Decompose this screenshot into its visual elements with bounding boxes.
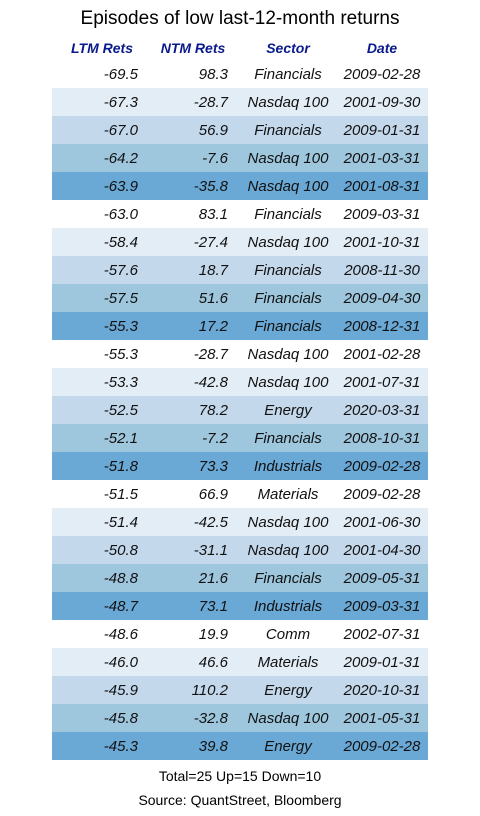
- cell-date: 2001-05-31: [343, 709, 421, 727]
- cell-ntm-rets: -35.8: [193, 177, 228, 195]
- cell-ltm-rets: -67.0: [103, 121, 138, 139]
- cell-date: 2009-05-31: [343, 569, 421, 587]
- cell-ntm-rets: 21.6: [198, 569, 228, 587]
- cell-date: 2009-04-30: [343, 289, 421, 307]
- cell-sector: Financials: [254, 261, 322, 279]
- header-date: Date: [366, 40, 398, 56]
- cell-ntm-rets: 18.7: [198, 261, 228, 279]
- cell-sector: Nasdaq 100: [247, 93, 329, 111]
- cell-ltm-rets: -48.8: [103, 569, 138, 587]
- table-row: [52, 508, 428, 536]
- table-row: [52, 116, 428, 144]
- cell-date: 2009-01-31: [343, 653, 421, 671]
- cell-ntm-rets: -42.5: [193, 513, 228, 531]
- cell-ntm-rets: -7.2: [202, 429, 228, 447]
- cell-sector: Nasdaq 100: [247, 149, 329, 167]
- cell-date: 2008-12-31: [343, 317, 421, 335]
- cell-ntm-rets: -42.8: [193, 373, 228, 391]
- cell-ltm-rets: -51.8: [103, 457, 138, 475]
- cell-ntm-rets: 51.6: [198, 289, 228, 307]
- cell-ntm-rets: 56.9: [198, 121, 228, 139]
- cell-sector: Nasdaq 100: [247, 709, 329, 727]
- cell-ntm-rets: -32.8: [193, 709, 228, 727]
- cell-ltm-rets: -45.9: [103, 681, 138, 699]
- cell-ntm-rets: 39.8: [198, 737, 228, 755]
- summary-line: Total=25 Up=15 Down=10: [158, 768, 322, 784]
- cell-ltm-rets: -45.8: [103, 709, 138, 727]
- table-row: [52, 228, 428, 256]
- cell-ntm-rets: 110.2: [191, 681, 228, 699]
- cell-ltm-rets: -63.0: [103, 205, 138, 223]
- table-row: [52, 172, 428, 200]
- cell-sector: Nasdaq 100: [247, 541, 329, 559]
- cell-sector: Nasdaq 100: [247, 177, 329, 195]
- cell-ltm-rets: -50.8: [103, 541, 138, 559]
- cell-ntm-rets: 19.9: [198, 625, 228, 643]
- table-row: [52, 592, 428, 620]
- cell-ltm-rets: -48.6: [103, 625, 138, 643]
- cell-ltm-rets: -57.5: [103, 289, 138, 307]
- cell-sector: Financials: [254, 289, 322, 307]
- cell-ltm-rets: -57.6: [103, 261, 138, 279]
- table-row: [52, 424, 428, 452]
- cell-date: 2009-03-31: [343, 205, 421, 223]
- cell-sector: Comm: [265, 625, 311, 643]
- cell-ntm-rets: 78.2: [198, 401, 228, 419]
- table-row: [52, 312, 428, 340]
- cell-date: 2001-08-31: [343, 177, 421, 195]
- cell-ntm-rets: 46.6: [198, 653, 228, 671]
- cell-ltm-rets: -52.1: [103, 429, 138, 447]
- cell-ntm-rets: 98.3: [198, 65, 228, 83]
- cell-ntm-rets: 73.3: [198, 457, 228, 475]
- cell-ltm-rets: -63.9: [103, 177, 138, 195]
- cell-ntm-rets: -28.7: [193, 345, 228, 363]
- cell-date: 2009-03-31: [343, 597, 421, 615]
- cell-date: 2001-04-30: [343, 541, 421, 559]
- cell-sector: Financials: [254, 317, 322, 335]
- cell-ltm-rets: -64.2: [103, 149, 138, 167]
- cell-date: 2001-07-31: [343, 373, 421, 391]
- cell-ltm-rets: -52.5: [103, 401, 138, 419]
- cell-ltm-rets: -55.3: [103, 317, 138, 335]
- returns-table: [52, 36, 428, 760]
- cell-sector: Nasdaq 100: [247, 233, 329, 251]
- cell-sector: Energy: [264, 401, 312, 419]
- table-header: [52, 36, 428, 60]
- cell-sector: Nasdaq 100: [247, 345, 329, 363]
- cell-date: 2008-11-30: [344, 261, 420, 279]
- cell-sector: Energy: [264, 681, 312, 699]
- table-row: [52, 256, 428, 284]
- cell-date: 2009-02-28: [343, 485, 421, 503]
- cell-sector: Financials: [254, 429, 322, 447]
- table-row: [52, 676, 428, 704]
- table-row: [52, 480, 428, 508]
- cell-date: 2001-06-30: [343, 513, 421, 531]
- table-row: [52, 704, 428, 732]
- cell-sector: Industrials: [253, 457, 323, 475]
- cell-sector: Financials: [254, 121, 322, 139]
- cell-date: 2009-02-28: [343, 65, 421, 83]
- cell-ntm-rets: -27.4: [193, 233, 228, 251]
- cell-date: 2020-03-31: [343, 401, 421, 419]
- cell-date: 2002-07-31: [343, 625, 421, 643]
- cell-date: 2009-01-31: [343, 121, 421, 139]
- cell-ltm-rets: -69.5: [103, 65, 138, 83]
- table-body: [52, 60, 428, 760]
- cell-sector: Industrials: [253, 597, 323, 615]
- cell-sector: Materials: [257, 485, 319, 503]
- table-row: [52, 88, 428, 116]
- cell-ltm-rets: -67.3: [103, 93, 138, 111]
- cell-ltm-rets: -45.3: [103, 737, 138, 755]
- header-ntm-rets: NTM Rets: [160, 40, 226, 56]
- table-row: [52, 368, 428, 396]
- cell-ntm-rets: -7.6: [202, 149, 228, 167]
- cell-ntm-rets: 17.2: [198, 317, 228, 335]
- table-row: [52, 200, 428, 228]
- table-row: [52, 648, 428, 676]
- cell-date: 2001-03-31: [343, 149, 421, 167]
- cell-date: 2020-10-31: [343, 681, 421, 699]
- cell-sector: Nasdaq 100: [247, 513, 329, 531]
- header-sector: Sector: [266, 40, 310, 56]
- cell-sector: Energy: [264, 737, 312, 755]
- table-row: [52, 144, 428, 172]
- table-row: [52, 396, 428, 424]
- cell-ltm-rets: -51.5: [103, 485, 138, 503]
- cell-ntm-rets: 73.1: [198, 597, 228, 615]
- cell-ntm-rets: -28.7: [193, 93, 228, 111]
- table-title: Episodes of low last-12-month returns: [80, 8, 400, 29]
- cell-date: 2009-02-28: [343, 737, 421, 755]
- header-ltm-rets: LTM Rets: [71, 40, 133, 56]
- table-row: [52, 564, 428, 592]
- cell-ltm-rets: -53.3: [103, 373, 138, 391]
- cell-ntm-rets: -31.1: [193, 541, 228, 559]
- table-row: [52, 620, 428, 648]
- cell-ltm-rets: -55.3: [103, 345, 138, 363]
- cell-sector: Financials: [254, 65, 322, 83]
- cell-ltm-rets: -46.0: [103, 653, 138, 671]
- table-row: [52, 452, 428, 480]
- table-row: [52, 60, 428, 88]
- cell-ltm-rets: -51.4: [103, 513, 138, 531]
- cell-sector: Financials: [254, 205, 322, 223]
- cell-ltm-rets: -48.7: [103, 597, 138, 615]
- source-line: Source: QuantStreet, Bloomberg: [138, 792, 342, 808]
- table-row: [52, 340, 428, 368]
- cell-ntm-rets: 66.9: [198, 485, 228, 503]
- cell-date: 2001-10-31: [343, 233, 421, 251]
- cell-ntm-rets: 83.1: [198, 205, 228, 223]
- table-row: [52, 536, 428, 564]
- table-row: [52, 284, 428, 312]
- cell-sector: Materials: [257, 653, 319, 671]
- table-row: [52, 732, 428, 760]
- cell-sector: Financials: [254, 569, 322, 587]
- cell-ltm-rets: -58.4: [103, 233, 138, 251]
- cell-date: 2009-02-28: [343, 457, 421, 475]
- cell-sector: Nasdaq 100: [247, 373, 329, 391]
- cell-date: 2001-02-28: [343, 345, 421, 363]
- cell-date: 2008-10-31: [343, 429, 421, 447]
- cell-date: 2001-09-30: [343, 93, 421, 111]
